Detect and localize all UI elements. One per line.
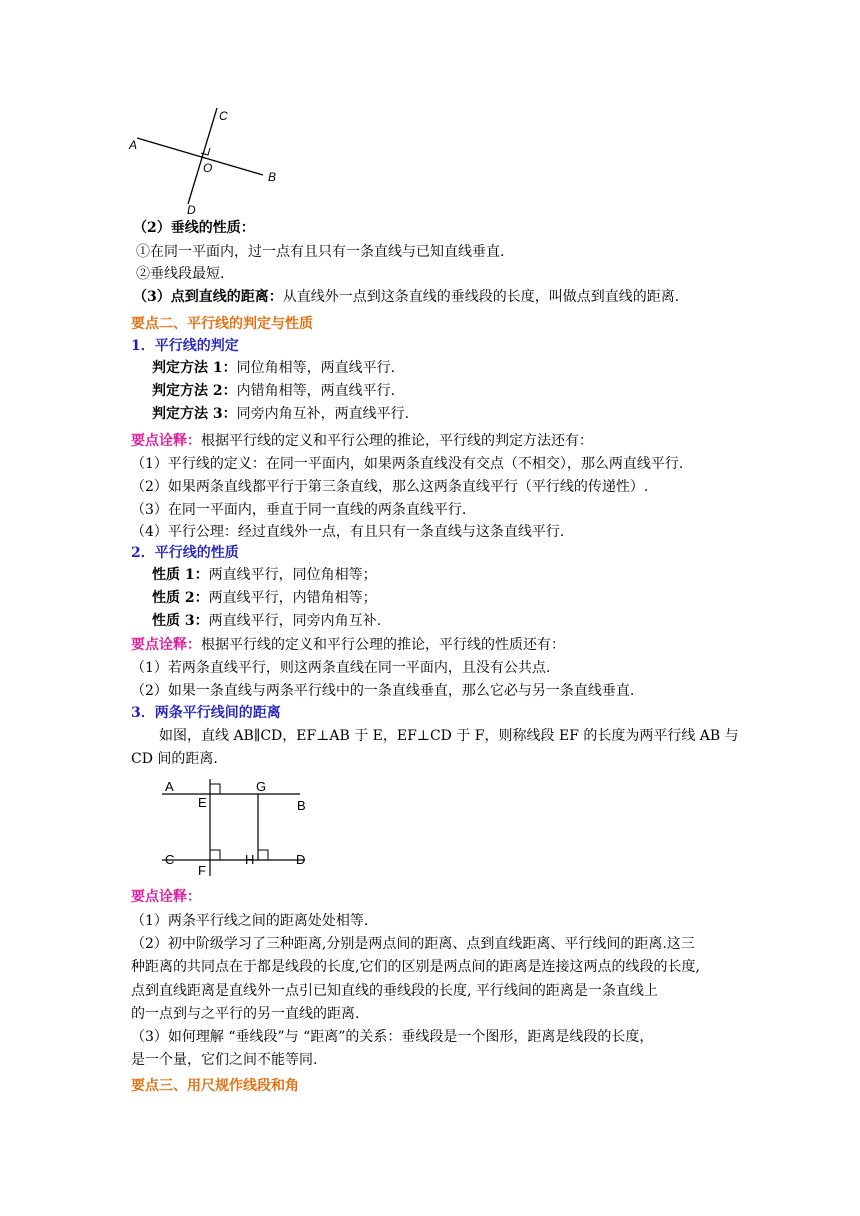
- note3-item2d: 的一点到与之平行的另一直线的距离.: [131, 1006, 360, 1022]
- parallel-lines-figure: [160, 776, 320, 886]
- right-angle-mark-e: [210, 784, 220, 794]
- right-angle-mark: [201, 148, 210, 155]
- note3-item2a: （2）初中阶级学习了三种距离,分别是两点间的距离、点到直线距离、平行线间的距离.这三: [131, 936, 695, 952]
- right-angle-mark-h: [258, 850, 268, 860]
- label-o: O: [203, 161, 213, 175]
- label-a: A: [129, 138, 138, 152]
- p1-method2: 判定方法 2：内错角相等，两直线平行.: [152, 383, 396, 399]
- p2-prop3: 性质 3：两直线平行，同旁内角互补.: [152, 613, 382, 629]
- s3-line: [133, 287, 679, 307]
- p1-title: 1．平行线的判定: [131, 338, 239, 354]
- heading-2: 要点二、平行线的判定与性质: [131, 316, 313, 332]
- p1-method1: 判定方法 1：同位角相等，两直线平行.: [152, 360, 396, 376]
- label-d: D: [187, 203, 196, 215]
- line-cd: [188, 108, 217, 204]
- note1-line: 要点诠释：根据平行线的定义和平行公理的推论，平行线的判定方法还有：: [131, 433, 593, 449]
- right-angle-mark-f: [210, 850, 220, 860]
- note1-label: 要点诠释：: [131, 433, 201, 449]
- label-c: C: [219, 109, 228, 123]
- p3-line1: 如图，直线 AB∥CD，EF⊥AB 于 E，EF⊥CD 于 F，则称线段 EF 的长度为两平行线 AB 与: [159, 728, 739, 744]
- s2-line2: ②垂线段最短.: [136, 266, 225, 282]
- note3-label: 要点诠释：: [131, 889, 201, 905]
- note3-item2b: 种距离的共同点在于都是线段的长度,它们的区别是两点间的距离是连接这两点的线段的长度,: [131, 959, 700, 975]
- note3-item2c: 点到直线距离是直线外一点引已知直线的垂线段的长度, 平行线间的距离是一条直线上: [131, 983, 658, 999]
- label-c: C: [165, 852, 175, 867]
- label-e: E: [198, 795, 207, 810]
- s3-title: （3）点到直线的距离：: [133, 289, 283, 305]
- note1-item2: （2）如果两条直线都平行于第三条直线，那么这两条直线平行（平行线的传递性）.: [131, 479, 649, 495]
- line-ab: [137, 138, 263, 175]
- note3-item3a: （3）如何理解 “垂线段”与 “距离”的关系：垂线段是一个图形，距离是线段的长度，: [131, 1029, 654, 1045]
- label-g: G: [256, 779, 267, 794]
- s3-text: 从直线外一点到这条直线的垂线段的长度，叫做点到直线的距离.: [282, 289, 680, 305]
- label-f: F: [198, 863, 206, 878]
- note2-item1: （1）若两条直线平行，则这两条直线在同一平面内，且没有公共点.: [131, 660, 551, 676]
- note2-item2: （2）如果一条直线与两条平行线中的一条直线垂直，那么它必与另一条直线垂直.: [131, 683, 635, 699]
- p2-prop2: 性质 2：两直线平行，内错角相等；: [152, 590, 377, 606]
- p3-line2: CD 间的距离.: [131, 751, 218, 767]
- p2-title: 2．平行线的性质: [131, 545, 239, 561]
- label-b: B: [268, 170, 277, 184]
- note2-line: 要点诠释：根据平行线的定义和平行公理的推论，平行线的性质还有：: [131, 637, 565, 653]
- s2-title: （2）垂线的性质：: [133, 220, 255, 236]
- heading-3: 要点三、用尺规作线段和角: [131, 1078, 299, 1094]
- p3-title: 3．两条平行线间的距离: [131, 705, 281, 721]
- label-b: B: [297, 798, 306, 813]
- note1-item1: （1）平行线的定义：在同一平面内，如果两条直线没有交点（不相交），那么两直线平行.: [131, 456, 684, 472]
- p2-prop1: 性质 1：两直线平行，同位角相等；: [152, 567, 377, 583]
- note1-item4: （4）平行公理：经过直线外一点，有且只有一条直线与这条直线平行.: [131, 524, 565, 540]
- note3-item3b: 是一个量，它们之间不能等同.: [131, 1052, 318, 1068]
- note1-item3: （3）在同一平面内，垂直于同一直线的两条直线平行.: [131, 502, 467, 518]
- label-h: H: [245, 852, 255, 867]
- p1-method3: 判定方法 3：同旁内角互补，两直线平行.: [152, 406, 410, 422]
- s2-line1: ①在同一平面内，过一点有且只有一条直线与已知直线垂直.: [136, 244, 505, 260]
- label-a: A: [165, 779, 174, 794]
- label-d: D: [296, 852, 306, 867]
- note2-label: 要点诠释：: [131, 637, 201, 653]
- note3-item1: （1）两条平行线之间的距离处处相等.: [131, 913, 369, 929]
- perpendicular-lines-figure: [125, 100, 295, 215]
